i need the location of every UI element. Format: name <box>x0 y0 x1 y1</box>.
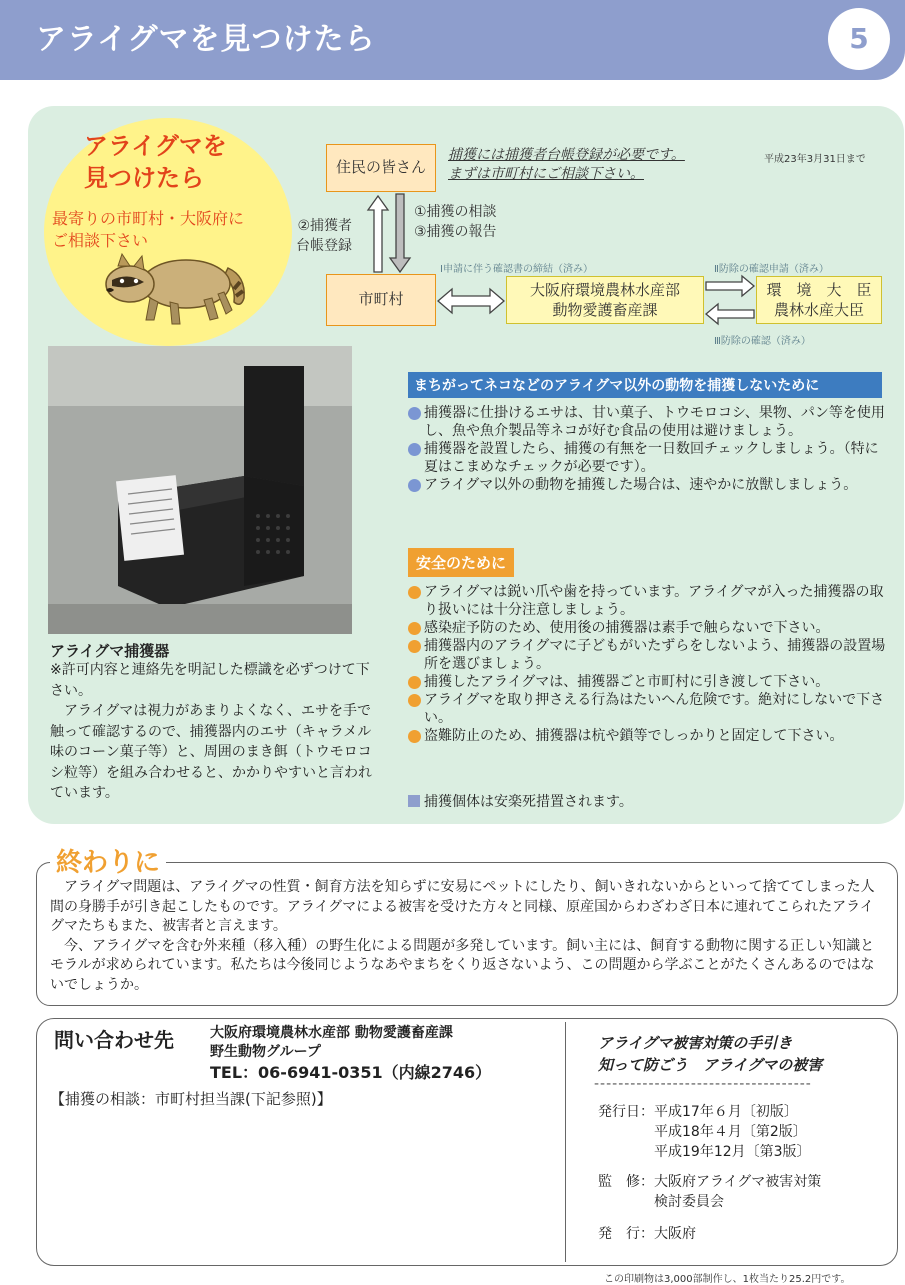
mistake-list <box>408 404 888 494</box>
flow-label-consult-report: ①捕獲の相談 ③捕獲の報告 <box>414 204 497 240</box>
bullet-icon <box>408 694 421 707</box>
list-item: アライグマは鋭い爪や歯を持っています。アライグマが入った捕獲器の取り扱いには十分注意しましょう。 <box>408 583 888 619</box>
found-callout-title: アライグマを 見つけたら <box>84 132 227 192</box>
safety-heading: 安全のために <box>408 548 514 577</box>
list-item: アライグマ以外の動物を捕獲した場合は、速やかに放獣しましょう。 <box>408 476 888 494</box>
flow-step-1: Ⅰ申請に伴う確認書の締結（済み） <box>440 264 593 275</box>
contact-organization: 大阪府環境農林水産部 動物愛護畜産課 野生動物グループ <box>210 1025 453 1060</box>
bullet-icon <box>408 622 421 635</box>
contact-label: 問い合わせ先 <box>54 1028 174 1052</box>
euthanasia-note: 捕獲個体は安楽死措置されます。 <box>408 791 633 811</box>
vertical-flow-arrows <box>366 192 418 274</box>
list-item: アライグマを取り押さえる行為はたいへん危険です。絶対にしないで下さい。 <box>408 691 888 727</box>
trap-photo <box>48 346 352 634</box>
mistake-heading: まちがってネコなどのアライグマ以外の動物を捕獲しないために <box>408 372 882 398</box>
supervisor: 監 修：大阪府アライグマ被害対策 検討委員会 <box>598 1174 822 1210</box>
list-item: 捕獲器内のアライグマに子どもがいたずらをしないよう、捕獲器の設置場所を選びましょう。 <box>408 637 888 673</box>
trap-description <box>50 660 372 804</box>
closing-title: 終わりに <box>50 842 166 879</box>
trap-photo-drawing <box>48 346 352 634</box>
trap-heading: アライグマ捕獲器 <box>50 642 170 660</box>
page-number-badge: 5 <box>828 8 890 70</box>
print-footnote: この印刷物は3,000部制作し、1枚当たり25.2円です。 <box>604 1274 851 1285</box>
flow-box-osaka: 大阪府環境農林水産部 動物愛護畜産課 <box>506 276 704 324</box>
list-item: 捕獲器を設置したら、捕獲の有無を一日数回チェックしましょう。（特に夏はこまめなチェックが必要です）。 <box>408 440 888 476</box>
raccoon-illustration <box>100 246 250 330</box>
closing-text <box>50 878 884 995</box>
flow-box-city: 市町村 <box>326 274 436 326</box>
flow-step-2: Ⅱ防除の確認申請（済み） <box>714 264 829 275</box>
registration-note: 捕獲には捕獲者台帳登録が必要です。 まずは市町村にご相談下さい。 <box>448 147 685 182</box>
square-bullet-icon <box>408 795 420 807</box>
flow-box-residents: 住民の皆さん <box>326 144 436 192</box>
trap-tip: アライグマは視力があまりよくなく、エサを手で触って確認するので、捕獲器内のエサ（キャラメル味のコーン菓子等）と、周囲のまき餌（トウモロコシ粒等）を組み合わせると、かかりやすいと言われています。 <box>50 703 372 801</box>
guide-divider: ------------------------------------ <box>594 1076 812 1092</box>
bullet-icon <box>408 586 421 599</box>
publisher: 発 行：大阪府 <box>598 1226 696 1242</box>
contact-consult-note: 【捕獲の相談：市町村担当課(下記参照)】 <box>50 1090 332 1108</box>
bullet-icon <box>408 730 421 743</box>
contact-phone: TEL：06-6941-0351（内線2746） <box>210 1063 492 1082</box>
bullet-icon <box>408 676 421 689</box>
city-osaka-arrow <box>436 286 506 316</box>
found-callout-subtitle: 最寄りの市町村・大阪府に ご相談下さい <box>52 209 245 250</box>
closing-paragraph-2: 今、アライグマを含む外来種（移入種）の野生化による問題が多発しています。飼い主には、飼育する動物に関する正しい知識とモラルが求められています。私たちは今後同じようなあやまちをくり返さないよう、この問題から学ぶことがたくさんあるのではないでしょうか。 <box>50 937 875 993</box>
list-item: 捕獲したアライグマは、捕獲器ごと市町村に引き渡して下さい。 <box>408 673 888 691</box>
list-item: 感染症予防のため、使用後の捕獲器は素手で触らないで下さい。 <box>408 619 888 637</box>
page-title: アライグマを見つけたら <box>36 22 376 57</box>
flow-box-minister: 環 境 大 臣 農林水産大臣 <box>756 276 882 324</box>
closing-paragraph-1: アライグマ問題は、アライグマの性質・飼育方法を知らずに安易にペットにしたり、飼いきれないからといって捨ててしまった人間の身勝手が引き起こしたものです。アライグマによる被害を受けた方々と同様、原産国からわざわざ日本に連れてこられたアライグマたちもまた、被害者と言えます。 <box>50 879 875 934</box>
list-item: 捕獲器に仕掛けるエサは、甘い菓子、トウモロコシ、果物、パン等を使用し、魚や魚介製品等ネコが好む食品の使用は避けましょう。 <box>408 404 888 440</box>
safety-list <box>408 583 888 745</box>
issue-dates: 発行日：平成17年６月〔初版〕 平成18年４月〔第2版〕 平成19年12月〔第3版〕 <box>598 1104 811 1160</box>
osaka-minister-arrows <box>704 272 756 328</box>
bullet-icon <box>408 479 421 492</box>
list-item: 盗難防止のため、捕獲器は杭や鎖等でしっかりと固定して下さい。 <box>408 727 888 745</box>
flow-step-3: Ⅲ防除の確認（済み） <box>714 336 811 347</box>
contact-divider <box>565 1022 566 1262</box>
guide-title: アライグマ被害対策の手引き 知って防ごう アライグマの被害 <box>598 1034 823 1074</box>
bullet-icon <box>408 640 421 653</box>
bullet-icon <box>408 443 421 456</box>
trap-note: ※許可内容と連絡先を明記した標識を必ずつけて下さい。 <box>50 662 370 699</box>
deadline-note: 平成23年3月31日まで <box>764 154 866 165</box>
flow-label-registration: ②捕獲者 台帳登録 <box>296 218 352 254</box>
bullet-icon <box>408 407 421 420</box>
